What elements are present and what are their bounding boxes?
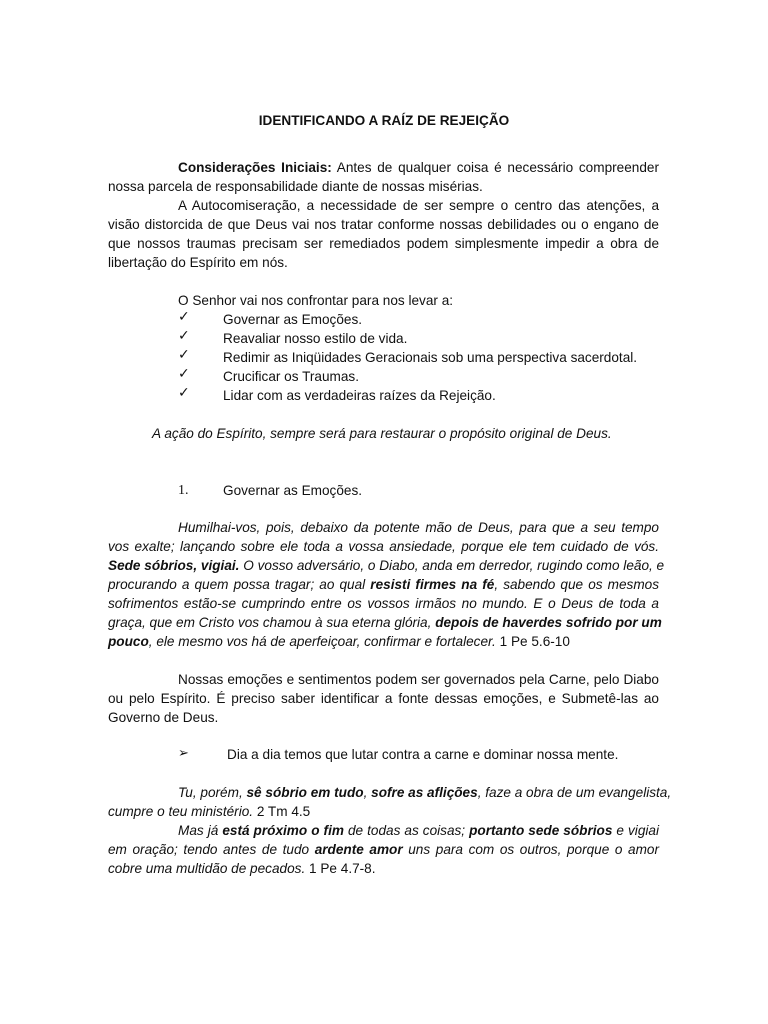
verse1-bold-4: pouco xyxy=(108,634,149,649)
purpose-text: A ação do Espírito, sempre será para restaurar o propósito original de Deus. xyxy=(152,426,612,441)
verse3-text-f: em oração; tendo antes de tudo xyxy=(108,842,310,857)
section-title: Governar as Emoções. xyxy=(223,483,363,498)
verse3-line-3 xyxy=(108,859,659,878)
verse3-reference: 1 Pe 4.7-8. xyxy=(309,861,376,876)
verse1-text-3: O vosso adversário, o Diabo, anda em derredor, rugindo como leão, e xyxy=(243,558,665,573)
verse2-bold-d: sofre as aflições xyxy=(371,785,478,800)
intro-line-6: libertação do Espírito em nós. xyxy=(108,255,288,270)
para2-line-1: Nossas emoções e sentimentos podem ser governados pela Carne, pelo Diabo xyxy=(178,672,659,687)
verse1-line-5 xyxy=(108,594,659,613)
list-item: Crucificar os Traumas. xyxy=(223,369,359,384)
intro-text-1: Antes de qualquer coisa é necessário compreender xyxy=(336,160,659,175)
verse1-line-1 xyxy=(178,518,659,537)
verse1-text-7: , ele mesmo vos há de aperfeiçoar, confirmar e fortalecer. xyxy=(148,634,496,649)
document-title: IDENTIFICANDO A RAÍZ DE REJEIÇÃO xyxy=(258,113,510,128)
verse2-line-1 xyxy=(178,783,672,802)
verse2-text-f: cumpre o teu ministério. xyxy=(108,804,254,819)
verse1-text-1: Humilhai-vos, pois, debaixo da potente mão de Deus, para que a seu tempo xyxy=(178,520,659,535)
verse3-bold-b: está próximo o fim xyxy=(222,823,344,838)
verse2-line-2 xyxy=(108,802,659,821)
checkmark-icon: ✓ xyxy=(178,366,190,382)
para2-line-2: ou pelo Espírito. É preciso saber identificar a fonte dessas emoções, e Submetê-las ao xyxy=(108,691,659,706)
list-item: Redimir as Iniqüidades Geracionais sob uma perspectiva sacerdotal. xyxy=(223,350,638,365)
verse1-text-4a: procurando a quem possa tragar; ao qual xyxy=(108,577,366,592)
verse1-text-2: vos exalte; lançando sobre ele toda a vossa ansiedade, porque ele tem cuidado de vós. xyxy=(108,539,659,554)
verse3-text-h: uns para com os outros, porque o amor xyxy=(408,842,660,857)
verse3-line-2 xyxy=(108,840,659,859)
verse1-bold-3: depois de haverdes sofrido por um xyxy=(435,615,662,630)
verse3-text-a: Mas já xyxy=(178,823,219,838)
verse1-text-4c: , sabendo que os mesmos xyxy=(494,577,659,592)
verse1-bold-1: Sede sóbrios, vigiai. xyxy=(108,558,240,573)
checkmark-icon: ✓ xyxy=(178,385,190,401)
verse1-line-3 xyxy=(108,556,665,575)
list-item: Reavaliar nosso estilo de vida. xyxy=(223,331,408,346)
verse1-line-6 xyxy=(108,613,662,632)
verse3-text-i: cobre uma multidão de pecados. xyxy=(108,861,306,876)
verse1-text-6a: graça, que em Cristo vos chamou à sua eterna glória, xyxy=(108,615,432,630)
verse1-line-7 xyxy=(108,632,659,651)
intro-line-1 xyxy=(178,158,659,177)
para2-line-3: Governo de Deus. xyxy=(108,710,219,725)
intro-line-5: que nossos traumas precisam ser remediados podem simplesmente impedir a obra de xyxy=(108,236,659,251)
intro-line-3: A Autocomiseração, a necessidade de ser sempre o centro das atenções, a xyxy=(178,198,659,213)
checkmark-icon: ✓ xyxy=(178,328,190,344)
checkmark-icon: ✓ xyxy=(178,347,190,363)
verse3-text-e: e vigiai xyxy=(616,823,659,838)
verse3-bold-g: ardente amor xyxy=(314,842,403,857)
purpose-statement xyxy=(152,424,703,443)
verse3-line-1 xyxy=(178,821,659,840)
verse2-bold-b: sê sóbrio em tudo xyxy=(246,785,364,800)
intro-heading: Considerações Iniciais: xyxy=(178,160,332,175)
verse1-reference: 1 Pe 5.6-10 xyxy=(499,634,570,649)
verse2-reference: 2 Tm 4.5 xyxy=(256,804,311,819)
arrow-item: Dia a dia temos que lutar contra a carne e dominar nossa mente. xyxy=(227,747,619,762)
verse2-text-e: , faze a obra de um evangelista, xyxy=(477,785,672,800)
list-item: Lidar com as verdadeiras raízes da Rejeição. xyxy=(223,388,496,403)
arrow-bullet-icon: ➢ xyxy=(178,746,189,761)
checkmark-icon: ✓ xyxy=(178,309,190,325)
list-item: Governar as Emoções. xyxy=(223,312,363,327)
section-number: 1. xyxy=(178,483,189,498)
verse1-bold-2: resisti firmes na fé xyxy=(370,577,495,592)
verse3-bold-d: portanto sede sóbrios xyxy=(469,823,613,838)
intro-line-2: nossa parcela de responsabilidade diante de nossas misérias. xyxy=(108,179,483,194)
intro-line-4: visão distorcida de que Deus vai nos tratar conforme nossas debilidades ou o engano de xyxy=(108,217,659,232)
verse2-text-c: , xyxy=(363,785,368,800)
verse3-text-c: de todas as coisas; xyxy=(347,823,466,838)
verse1-line-2 xyxy=(108,537,659,556)
verse2-text-a: Tu, porém, xyxy=(178,785,243,800)
verse1-text-5: sofrimentos estão-se cumprindo entre os vossos irmãos no mundo. E o Deus de toda a xyxy=(108,596,659,611)
list-intro: O Senhor vai nos confrontar para nos levar a: xyxy=(178,293,454,308)
verse1-line-4 xyxy=(108,575,659,594)
